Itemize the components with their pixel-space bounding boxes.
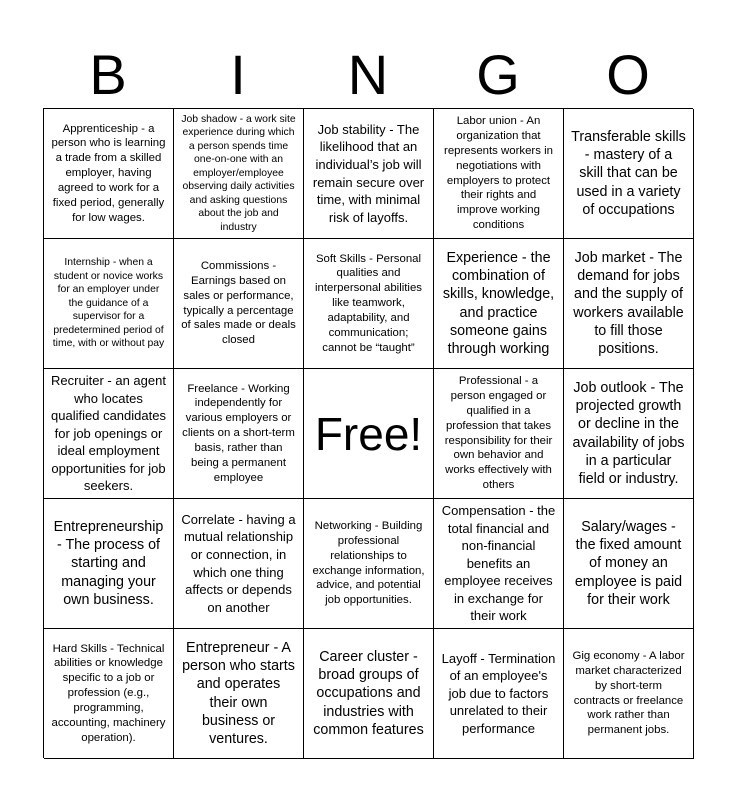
bingo-card xyxy=(43,108,693,758)
header-letter-n: N xyxy=(347,43,389,106)
bingo-cell[interactable] xyxy=(434,369,564,499)
bingo-cell[interactable] xyxy=(44,499,174,629)
header-letter-i: I xyxy=(230,43,246,106)
cell-text: Experience - the combination of skills, knowledge, and practice someone gains through working xyxy=(442,250,555,357)
header-letter-o: O xyxy=(606,43,650,106)
bingo-cell[interactable] xyxy=(44,109,174,239)
cell-text: Job market - The demand for jobs and the supply of workers available to fill those positions. xyxy=(573,250,684,357)
bingo-cell[interactable] xyxy=(434,109,564,239)
cell-text: Professional - a person engaged or qualified in a profession that takes responsibility for their own behavior and works effectively with others xyxy=(444,375,553,491)
bingo-cell[interactable] xyxy=(44,369,174,499)
bingo-cell[interactable] xyxy=(304,239,434,369)
bingo-cell[interactable] xyxy=(44,239,174,369)
header-letter-b: B xyxy=(89,43,127,106)
free-cell[interactable] xyxy=(304,369,434,499)
bingo-cell[interactable] xyxy=(434,239,564,369)
cell-text: Commissions - Earnings based on sales or performance, typically a percentage of sales made or deals closed xyxy=(181,260,296,347)
bingo-cell[interactable] xyxy=(564,629,694,759)
cell-text: Layoff - Termination of an employee's job due to factors unrelated to their performance xyxy=(441,650,556,736)
cell-text: Correlate - having a mutual relationship or connection, in which one thing affects or depends on another xyxy=(181,511,296,615)
bingo-cell[interactable] xyxy=(174,369,304,499)
bingo-cell[interactable] xyxy=(174,109,304,239)
cell-text: Internship - when a student or novice works for an employer under the guidance of a supervisor for a predetermined period of time, with or without pay xyxy=(52,257,165,350)
bingo-cell[interactable] xyxy=(434,629,564,759)
free-text: Free! xyxy=(314,407,423,460)
bingo-cell[interactable] xyxy=(174,629,304,759)
bingo-cell[interactable] xyxy=(44,629,174,759)
cell-text: Job outlook - The projected growth or decline in the availability of jobs in a particular field or industry. xyxy=(572,380,685,487)
cell-text: Recruiter - an agent who locates qualified candidates for job openings or ideal employment opportunities for job seekers. xyxy=(51,373,166,494)
cell-text: Networking - Building professional relationships to exchange information, advice, and potential job opportunities. xyxy=(312,520,425,607)
header-letter-g: G xyxy=(476,43,520,106)
cell-text: Career cluster - broad groups of occupations and industries with common features xyxy=(313,649,424,738)
bingo-cell[interactable] xyxy=(174,499,304,629)
cell-text: Job shadow - a work site experience during which a person spends time one-on-one with an employer/employee observing daily activities and asking questions about the job and industry xyxy=(181,113,296,233)
cell-text: Salary/wages - the fixed amount of money an employee is paid for their work xyxy=(574,519,683,608)
bingo-cell[interactable] xyxy=(564,369,694,499)
cell-text: Job stability - The likelihood that an individual’s job will remain secure over time, with minimal risk of layoffs. xyxy=(312,121,425,225)
cell-text: Gig economy - A labor market characterized by short-term contracts or freelance work rather than permanent jobs. xyxy=(572,650,685,737)
cell-text: Transferable skills - mastery of a skill that can be used in a variety of occupations xyxy=(571,129,686,218)
cell-text: Apprenticeship - a person who is learning a trade from a skilled employer, having agreed to work for a fixed period, generally for low wages. xyxy=(51,122,166,224)
bingo-cell[interactable] xyxy=(174,239,304,369)
cell-text: Soft Skills - Personal qualities and interpersonal abilities like teamwork, adaptability, and communication; cannot be “taught” xyxy=(314,252,422,354)
bingo-cell[interactable] xyxy=(304,109,434,239)
bingo-cell[interactable] xyxy=(434,499,564,629)
bingo-header xyxy=(43,42,693,108)
bingo-cell[interactable] xyxy=(564,109,694,239)
bingo-cell[interactable] xyxy=(304,629,434,759)
cell-text: Freelance - Working independently for various employers or clients on a short-term basis, rather than being a permanent employee xyxy=(182,382,295,484)
cell-text: Labor union - An organization that represents workers in negotiations with employers to protect their rights and improve working conditions xyxy=(444,115,553,231)
bingo-cell[interactable] xyxy=(564,499,694,629)
cell-text: Entrepreneur - A person who starts and operates their own business or ventures. xyxy=(182,640,295,747)
bingo-cell[interactable] xyxy=(564,239,694,369)
bingo-cell[interactable] xyxy=(304,499,434,629)
cell-text: Entrepreneurship - The process of starting and managing your own business. xyxy=(53,519,164,608)
cell-text: Hard Skills - Technical abilities or knowledge specific to a job or profession (e.g., programming, accounting, machinery operation). xyxy=(51,642,166,744)
cell-text: Compensation - the total financial and non-financial benefits an employee receives in exchange for their work xyxy=(441,503,556,624)
